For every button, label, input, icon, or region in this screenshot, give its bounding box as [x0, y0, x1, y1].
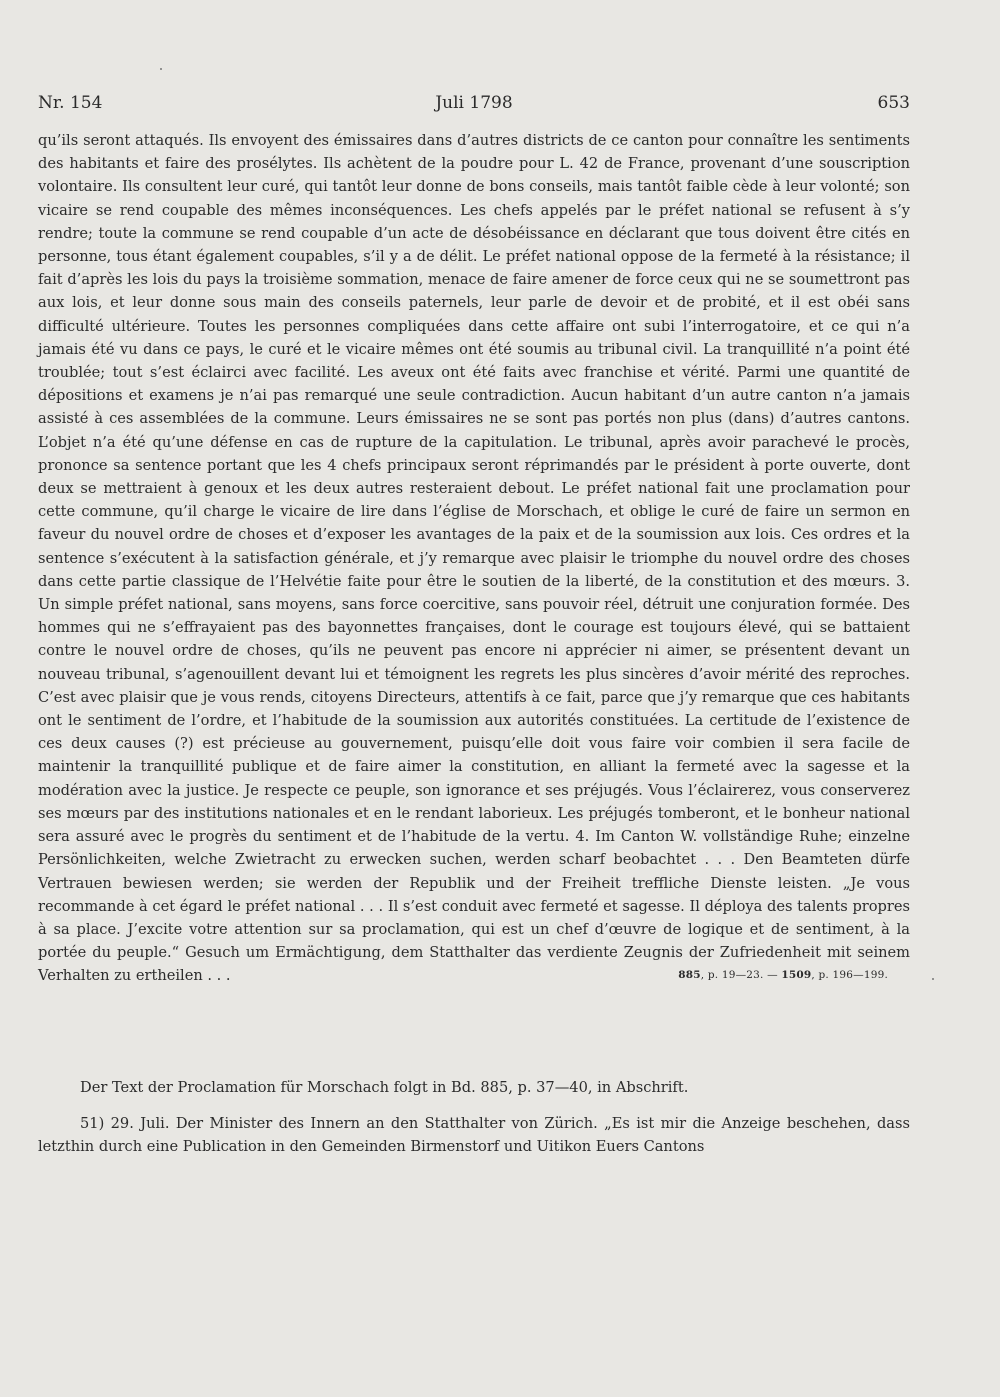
reference-pages-1: , p. 19—23. —: [700, 969, 782, 982]
editorial-note: Der Text der Proclamation für Morschach folgt in Bd. 885, p. 37—40, in Abschrift.: [80, 1079, 689, 1096]
reference-volume-2: 1509: [781, 969, 812, 982]
entry-51-paragraph: 51) 29. Juli. Der Minister des Innern an den Statthalter von Zürich. „Es ist mir die Anzeige beschehen, dass letzthin durch eine Publication in den Gemeinden Birmenstorf und Uitikon Euers Cantons: [38, 1115, 910, 1156]
print-speck: [932, 978, 934, 980]
print-speck: [160, 68, 162, 70]
main-paragraph-text: qu’ils seront attaqués. Ils envoyent des émissaires dans d’autres districts de ce canton pour connaître les sentiments des habitants et faire des prosélytes. Ils achètent de la poudre pour L. 42 de France, provenant d’une souscription volontaire. Ils consultent leur curé, qui tantôt leur donne de bons conseils, mais tantôt faible cède à leur volonté; son vicaire se rend coupable des mêmes inconséquences. Les chefs appelés par le préfet national se refusent à s’y rendre; toute la commune se rend coupable d’un acte de désobéissance en déclarant que tous doivent être cités en personne, tous étant également coupables, s’il y a de délit. Le préfet national oppose de la fermeté à la résistance; il fait d’après les lois du pays la troisième sommation, menace de faire amener de force ceux qui ne se soumettront pas aux lois, et leur donne sous main des conseils paternels, leur parle de devoir et de probité, et il est obéi sans difficulté ultérieure. Toutes les personnes compliquées dans cette affaire ont subi l’interrogatoire, et ce qui n’a jamais été vu dans ce pays, le curé et le vicaire mêmes ont été soumis au tribunal civil. La tranquillité n’a point été troublée; tout s’est éclairci avec facilité. Les aveux ont été faits avec franchise et vérité. Parmi une quantité de dépositions et examens je n’ai pas remarqué une seule contradiction. Aucun habitant d’un autre canton n’a jamais assisté à ces assemblées de la commune. Leurs émissaires ne se sont pas portés non plus (dans) d’autres cantons. L’objet n’a été qu’une défense en cas de rupture de la capitulation. Le tribunal, après avoir parachevé le procès, prononce sa sentence portant que les 4 chefs principaux seront réprimandés par le président à porte ouverte, dont deux se mettraient à genoux et les deux autres resteraient debout. Le préfet national fait une proclamation pour cette commune, qu’il charge le vicaire de lire dans l’église de Morschach, et oblige le curé de faire un sermon en faveur du nouvel ordre de choses et d’exposer les avantages de la paix et de la soumission aux lois. Ces ordres et la sentence s’exécutent à la satisfaction générale, et j’y remarque avec plaisir le triomphe du nouvel ordre des choses dans cette partie classique de l’Helvétie faite pour être le soutien de la liberté, de la constitution et des mœurs. 3. Un simple préfet national, sans moyens, sans force coercitive, sans pouvoir réel, détruit une conjuration formée. Des hommes qui ne s’effrayaient pas des bayonnettes françaises, dont le courage est toujours élevé, qui se battaient contre le nouvel ordre de choses, qu’ils ne peuvent pas encore ni apprécier ni aimer, se présentent devant un nouveau tribunal, s’agenouillent devant lui et témoignent les regrets les plus sincères d’avoir mérité des reproches. C’est avec plaisir que je vous rends, citoyens Directeurs, attentifs à ce fait, parce que j’y remarque que ces habitants ont le sentiment de l’ordre, et l’habitude de la soumission aux autorités constituées. La certitude de l’existence de ces deux causes (?) est précieuse au gouvernement, puisqu’elle doit vous faire voir combien il sera facile de maintenir la tranquillité publique et de faire aimer la constitution, en alliant la fermeté avec la sagesse et la modération avec la justice. Je respecte ce peuple, son ignorance et ses préjugés. Vous l’éclairerez, vous conserverez ses mœurs par des institutions nationales et en le rendant laborieux. Les préjugés tomberont, et le bonheur national sera assuré avec le progrès du sentiment et de l’habitude de la vertu. 4. Im Canton W. vollständige Ruhe; einzelne Persönlichkeiten, welche Zwietracht zu erwecken suchen, werden scharf beobachtet . . . Den Beamteten dürfe Vertrauen bewiesen werden; sie werden der Republik und der Freiheit treffliche Dienste leisten. „Je vous recommande à cet égard le préfet national . . . Il s’est conduit avec fermeté et sagesse. Il déploya des talents propres à sa place. J’excite votre attention sur sa proclamation, qui est un chef d’œuvre de logique et de sentiment, à la portée du peuple.“ Gesuch um Ermächtigung, dem Statthalter das verdiente Zeugnis der Zufriedenheit mit seinem Verhalten zu ertheilen . . .: [38, 132, 910, 985]
document-number: Nr. 154: [38, 93, 103, 113]
reference-pages-2: , p. 196—199.: [811, 969, 888, 982]
reference-volume-1: 885: [678, 969, 701, 982]
main-paragraph: [38, 129, 910, 988]
page-number: 653: [877, 93, 910, 113]
header-date: Juli 1798: [435, 93, 513, 113]
archive-reference: [678, 964, 888, 987]
running-header: [38, 90, 910, 116]
